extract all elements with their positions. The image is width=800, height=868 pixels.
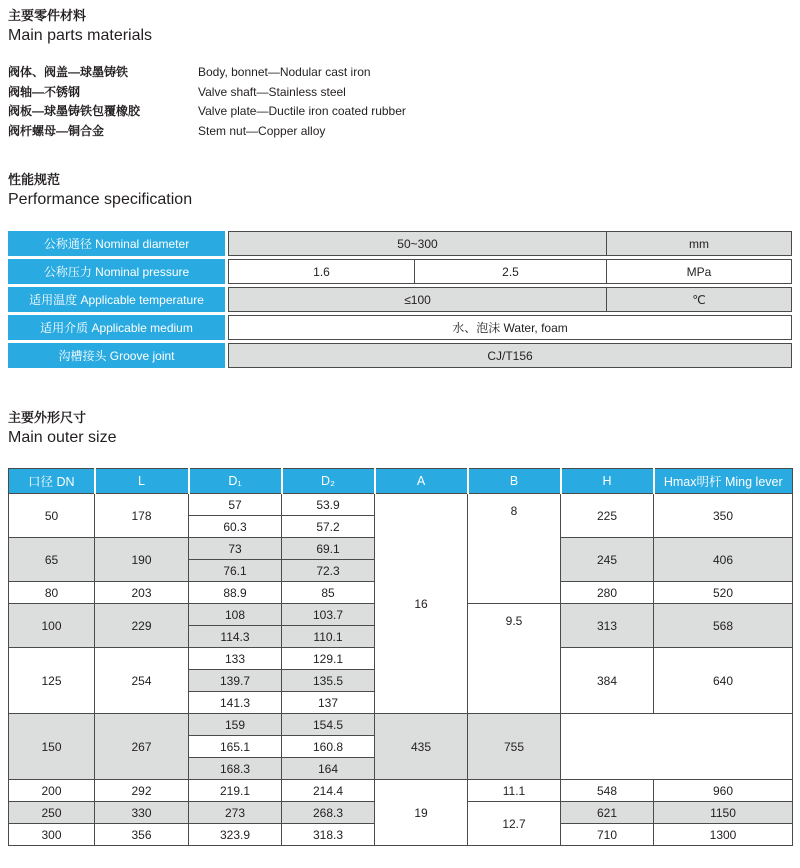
performance-title-zh: 性能规范 bbox=[8, 172, 61, 187]
l-cell: 190 bbox=[95, 538, 189, 582]
value-cell: CJ/T156 bbox=[229, 344, 791, 367]
l-cell: 267 bbox=[95, 714, 189, 780]
col-header-dn: 口径 DN bbox=[9, 469, 95, 494]
h-cell: 621 bbox=[561, 802, 654, 824]
unit-cell: MPa bbox=[606, 260, 791, 283]
d1-cell: 323.9 bbox=[189, 824, 282, 846]
table-row bbox=[8, 231, 792, 256]
dn-cell: 200 bbox=[9, 780, 95, 802]
dn-cell: 150 bbox=[9, 714, 95, 780]
d1-cell: 273 bbox=[189, 802, 282, 824]
row-values bbox=[228, 231, 792, 256]
d1-cell: 114.3 bbox=[189, 626, 282, 648]
d1-cell: 141.3 bbox=[189, 692, 282, 714]
d2-cell: 57.2 bbox=[282, 516, 375, 538]
d1-cell: 219.1 bbox=[189, 780, 282, 802]
d2-cell: 214.4 bbox=[282, 780, 375, 802]
row-label: 公称通径 Nominal diameter bbox=[8, 231, 225, 256]
material-zh: 阀轴—不锈钢 bbox=[8, 84, 81, 99]
d1-cell: 57 bbox=[189, 494, 282, 516]
d2-cell: 85 bbox=[282, 582, 375, 604]
dn-cell: 50 bbox=[9, 494, 95, 538]
h-cell: 435 bbox=[375, 714, 468, 780]
d1-cell: 165.1 bbox=[189, 736, 282, 758]
value-cell: 1.6 bbox=[313, 264, 330, 279]
material-en: Valve shaft—Stainless steel bbox=[198, 84, 346, 99]
h-cell: 245 bbox=[561, 538, 654, 582]
d2-cell: 69.1 bbox=[282, 538, 375, 560]
material-en: Valve plate—Ductile iron coated rubber bbox=[198, 104, 406, 118]
hmax-cell: 960 bbox=[654, 780, 793, 802]
d2-cell: 137 bbox=[282, 692, 375, 714]
hmax-cell: 520 bbox=[654, 582, 793, 604]
hmax-cell: 640 bbox=[654, 648, 793, 714]
col-header-hmax: Hmax明杆 Ming lever bbox=[654, 469, 793, 494]
col-header-a: A bbox=[375, 469, 468, 494]
hmax-cell: 1300 bbox=[654, 824, 793, 846]
d1-cell: 76.1 bbox=[189, 560, 282, 582]
header-row bbox=[9, 469, 793, 494]
col-header-d1: D₁ bbox=[189, 469, 282, 494]
b-cell: 9.5 bbox=[468, 604, 561, 714]
col-header-l: L bbox=[95, 469, 189, 494]
d1-cell: 159 bbox=[189, 714, 282, 736]
hmax-cell: 755 bbox=[468, 714, 561, 780]
unit-cell: ℃ bbox=[606, 288, 791, 311]
material-en: Body, bonnet—Nodular cast iron bbox=[198, 65, 371, 79]
hmax-cell: 406 bbox=[654, 538, 793, 582]
material-zh: 阀体、阀盖—球墨铸铁 bbox=[8, 65, 129, 79]
l-cell: 292 bbox=[95, 780, 189, 802]
d2-cell: 103.7 bbox=[282, 604, 375, 626]
dn-cell: 65 bbox=[9, 538, 95, 582]
value-cell: 50~300 bbox=[229, 232, 606, 255]
h-cell: 313 bbox=[561, 604, 654, 648]
table-row bbox=[8, 287, 792, 312]
h-cell: 548 bbox=[561, 780, 654, 802]
l-cell: 203 bbox=[95, 582, 189, 604]
performance-section bbox=[8, 172, 792, 368]
materials-title-en: Main parts materials bbox=[8, 27, 153, 44]
material-en: Stem nut—Copper alloy bbox=[198, 123, 326, 138]
materials-list bbox=[8, 63, 792, 141]
performance-table bbox=[8, 231, 792, 368]
list-item bbox=[8, 63, 792, 83]
d1-cell: 73 bbox=[189, 538, 282, 560]
table-row bbox=[9, 780, 793, 802]
outer-size-title-zh: 主要外形尺寸 bbox=[8, 410, 87, 425]
value-cell: 水、泡沫 Water, foam bbox=[452, 321, 568, 335]
dimensions-table bbox=[8, 468, 793, 846]
row-label: 适用温度 Applicable temperature bbox=[8, 287, 225, 312]
l-cell: 356 bbox=[95, 824, 189, 846]
hmax-cell: 568 bbox=[654, 604, 793, 648]
h-cell: 225 bbox=[561, 494, 654, 538]
materials-section bbox=[8, 8, 792, 141]
row-label: 公称压力 Nominal pressure bbox=[8, 259, 225, 284]
row-label: 适用介质 Applicable medium bbox=[8, 315, 225, 340]
dn-cell: 125 bbox=[9, 648, 95, 714]
material-zh: 阀板—球墨铸铁包覆橡胶 bbox=[8, 104, 141, 118]
d1-cell: 108 bbox=[189, 604, 282, 626]
b-cell: 11.1 bbox=[468, 780, 561, 802]
d2-cell: 110.1 bbox=[282, 626, 375, 648]
dn-cell: 100 bbox=[9, 604, 95, 648]
d2-cell: 268.3 bbox=[282, 802, 375, 824]
outer-size-section bbox=[8, 410, 792, 846]
d2-cell: 135.5 bbox=[282, 670, 375, 692]
l-cell: 229 bbox=[95, 604, 189, 648]
col-header-b: B bbox=[468, 469, 561, 494]
row-values bbox=[228, 343, 792, 368]
l-cell: 330 bbox=[95, 802, 189, 824]
b-cell: 8 bbox=[468, 494, 561, 604]
col-header-h: H bbox=[561, 469, 654, 494]
d2-cell: 318.3 bbox=[282, 824, 375, 846]
table-row bbox=[9, 494, 793, 516]
list-item bbox=[8, 83, 792, 103]
dn-cell: 80 bbox=[9, 582, 95, 604]
d1-cell: 88.9 bbox=[189, 582, 282, 604]
d1-cell: 139.7 bbox=[189, 670, 282, 692]
d2-cell: 53.9 bbox=[282, 494, 375, 516]
material-zh: 阀杆螺母—铜合金 bbox=[8, 123, 105, 138]
hmax-cell: 1150 bbox=[654, 802, 793, 824]
d1-cell: 168.3 bbox=[189, 758, 282, 780]
row-label: 沟槽接头 Groove joint bbox=[8, 343, 225, 368]
table-row bbox=[9, 714, 793, 736]
dn-cell: 250 bbox=[9, 802, 95, 824]
d2-cell: 164 bbox=[282, 758, 375, 780]
l-cell: 178 bbox=[95, 494, 189, 538]
a-cell: 16 bbox=[375, 494, 468, 714]
row-values bbox=[228, 287, 792, 312]
value-cell: 2.5 bbox=[414, 260, 606, 283]
col-header-d2: D₂ bbox=[282, 469, 375, 494]
list-item bbox=[8, 122, 792, 142]
d2-cell: 154.5 bbox=[282, 714, 375, 736]
performance-title-en: Performance specification bbox=[8, 191, 193, 208]
unit-cell: mm bbox=[606, 232, 791, 255]
table-row bbox=[8, 343, 792, 368]
h-cell: 710 bbox=[561, 824, 654, 846]
d2-cell: 129.1 bbox=[282, 648, 375, 670]
d2-cell: 160.8 bbox=[282, 736, 375, 758]
a-cell: 19 bbox=[375, 780, 468, 846]
outer-size-title-en: Main outer size bbox=[8, 429, 117, 446]
row-values bbox=[228, 259, 792, 284]
h-cell: 280 bbox=[561, 582, 654, 604]
d1-cell: 133 bbox=[189, 648, 282, 670]
d2-cell: 72.3 bbox=[282, 560, 375, 582]
b-cell: 12.7 bbox=[468, 802, 561, 846]
value-cell: ≤100 bbox=[229, 288, 606, 311]
dn-cell: 300 bbox=[9, 824, 95, 846]
hmax-cell: 350 bbox=[654, 494, 793, 538]
h-cell: 384 bbox=[561, 648, 654, 714]
table-row bbox=[8, 315, 792, 340]
materials-title-zh: 主要零件材料 bbox=[8, 8, 87, 23]
d1-cell: 60.3 bbox=[189, 516, 282, 538]
table-row bbox=[8, 259, 792, 284]
list-item bbox=[8, 102, 792, 122]
l-cell: 254 bbox=[95, 648, 189, 714]
row-values bbox=[228, 315, 792, 340]
